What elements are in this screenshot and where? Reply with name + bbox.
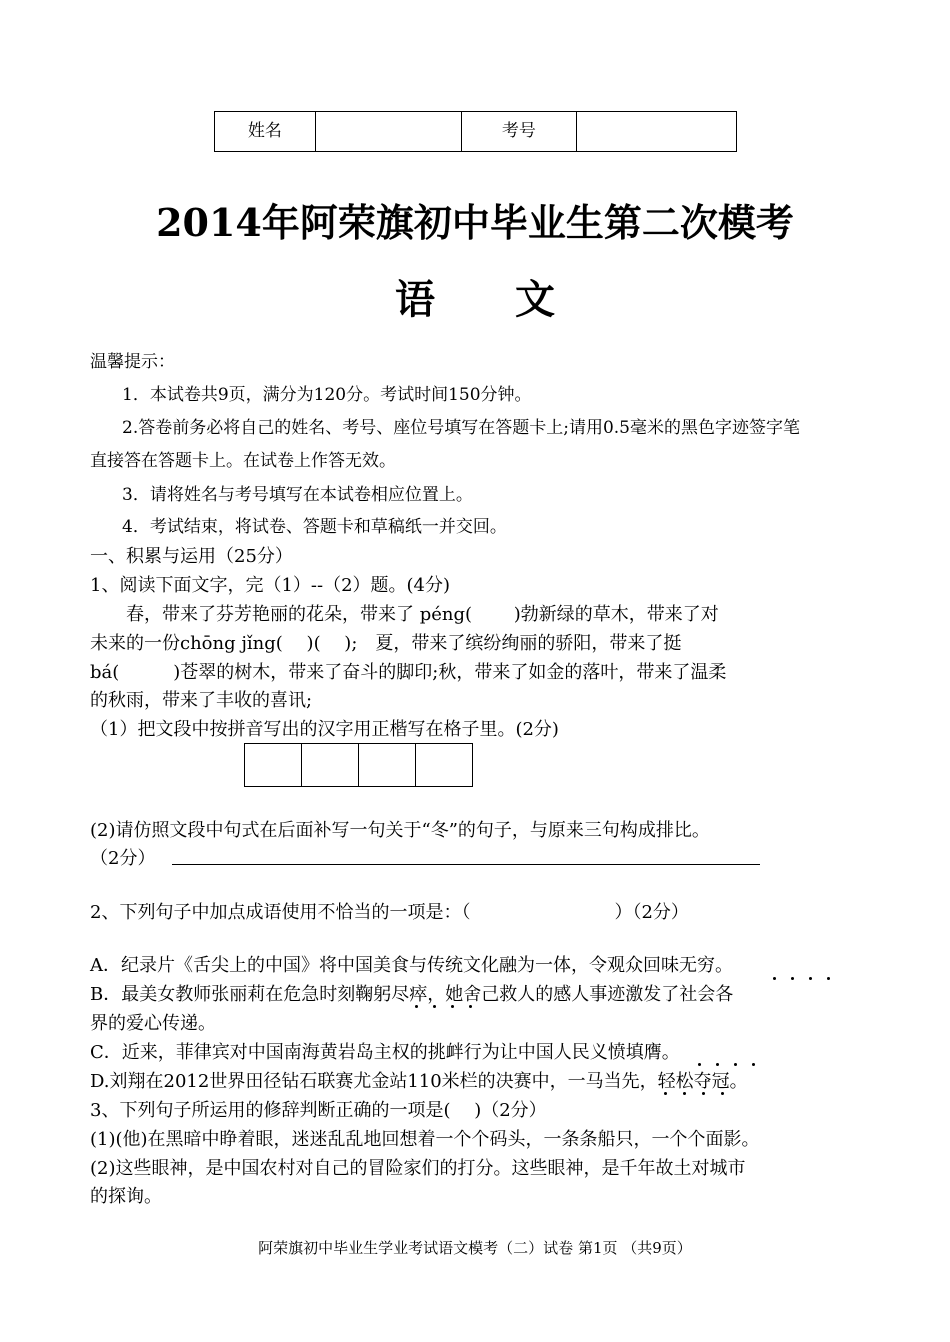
- tip-2b: 直接答在答题卡上。在试卷上作答无效。: [90, 451, 396, 471]
- subject-title: 语 文: [395, 276, 555, 323]
- page-footer: 阿荣旗初中毕业生学业考试语文模考（二）试卷 第1页 （共9页）: [258, 1239, 692, 1257]
- answer-box[interactable]: [302, 744, 359, 786]
- q2-option-c: C．近来，菲律宾对中国南海黄岩岛主权的挑衅行为让中国人民义愤填膺。: [90, 1042, 680, 1063]
- q2-option-d: D.刘翔在2012世界田径钻石联赛尤金站110米栏的决赛中，一马当先，轻松夺冠。: [90, 1071, 748, 1092]
- answer-box[interactable]: [416, 744, 472, 786]
- q2-option-a: A．纪录片《舌尖上的中国》将中国美食与传统文化融为一体，令观众回味无穷。: [90, 955, 733, 976]
- q2-title: 2、下列句子中加点成语使用不恰当的一项是：（ ）（2分）: [90, 902, 689, 923]
- exam-number-field[interactable]: [576, 112, 736, 152]
- answer-boxes[interactable]: [244, 743, 473, 787]
- q3-sentence-2-line-2: 的探询。: [90, 1186, 162, 1207]
- q3-title: 3、下列句子所运用的修辞判断正确的一项是( )（2分）: [90, 1100, 547, 1121]
- q1-sub1: （1）把文段中按拼音写出的汉字用正楷写在格子里。(2分): [90, 719, 559, 740]
- q2-option-b-line-1: B．最美女教师张丽莉在危急时刻鞠躬尽瘁，她舍己救人的感人事迹激发了社会各: [90, 984, 734, 1005]
- q1-sub2-line-1: (2)请仿照文段中句式在后面补写一句关于“冬”的句子，与原来三句构成排比。: [90, 820, 710, 841]
- q1-passage-line-2: 未来的一份chōng jǐng( )( ); 夏，带来了缤纷绚丽的骄阳，带来了挺: [90, 633, 682, 654]
- q1-title: 1、阅读下面文字，完（1）--（2）题。(4分): [90, 575, 451, 596]
- answer-box[interactable]: [359, 744, 416, 786]
- tip-1: 1．本试卷共9页，满分为120分。考试时间150分钟。: [122, 385, 532, 405]
- q3-sentence-1: (1)(他)在黑暗中睁着眼，迷迷乱乱地回想着一个个码头，一条条船只，一个个面影。: [90, 1129, 760, 1150]
- tips-heading: 温馨提示：: [90, 352, 175, 372]
- answer-box[interactable]: [245, 744, 302, 786]
- tip-4: 4．考试结束，将试卷、答题卡和草稿纸一并交回。: [122, 517, 507, 537]
- q1-passage-line-3: bá( )苍翠的树木，带来了奋斗的脚印;秋，带来了如金的落叶，带来了温柔: [90, 662, 727, 683]
- tip-2a: 2.答卷前务必将自己的姓名、考号、座位号填写在答题卡上;请用0.5毫米的黑色字迹签字笔: [122, 418, 800, 438]
- exam-title: 2014年阿荣旗初中毕业生第二次模考: [156, 200, 794, 245]
- name-field[interactable]: [315, 112, 461, 152]
- student-info-table: [214, 111, 737, 152]
- q3-sentence-2-line-1: (2)这些眼神，是中国农村对自己的冒险家们的打分。这些眼神，是千年故土对城市: [90, 1158, 746, 1179]
- q1-passage-line-4: 的秋雨，带来了丰收的喜讯;: [90, 690, 313, 711]
- tip-3: 3．请将姓名与考号填写在本试卷相应位置上。: [122, 485, 473, 505]
- q1-passage-line-1: 春，带来了芬芳艳丽的花朵，带来了 péng( )勃新绿的草木，带来了对: [90, 604, 719, 625]
- q2-option-b-line-2: 界的爱心传递。: [90, 1013, 216, 1034]
- section-1-heading: 一、积累与运用（25分）: [90, 546, 293, 567]
- answer-underline[interactable]: [172, 864, 760, 865]
- q1-sub2-line-2: （2分）: [90, 848, 156, 869]
- exam-number-label: 考号: [462, 112, 577, 152]
- name-label: 姓名: [215, 112, 316, 152]
